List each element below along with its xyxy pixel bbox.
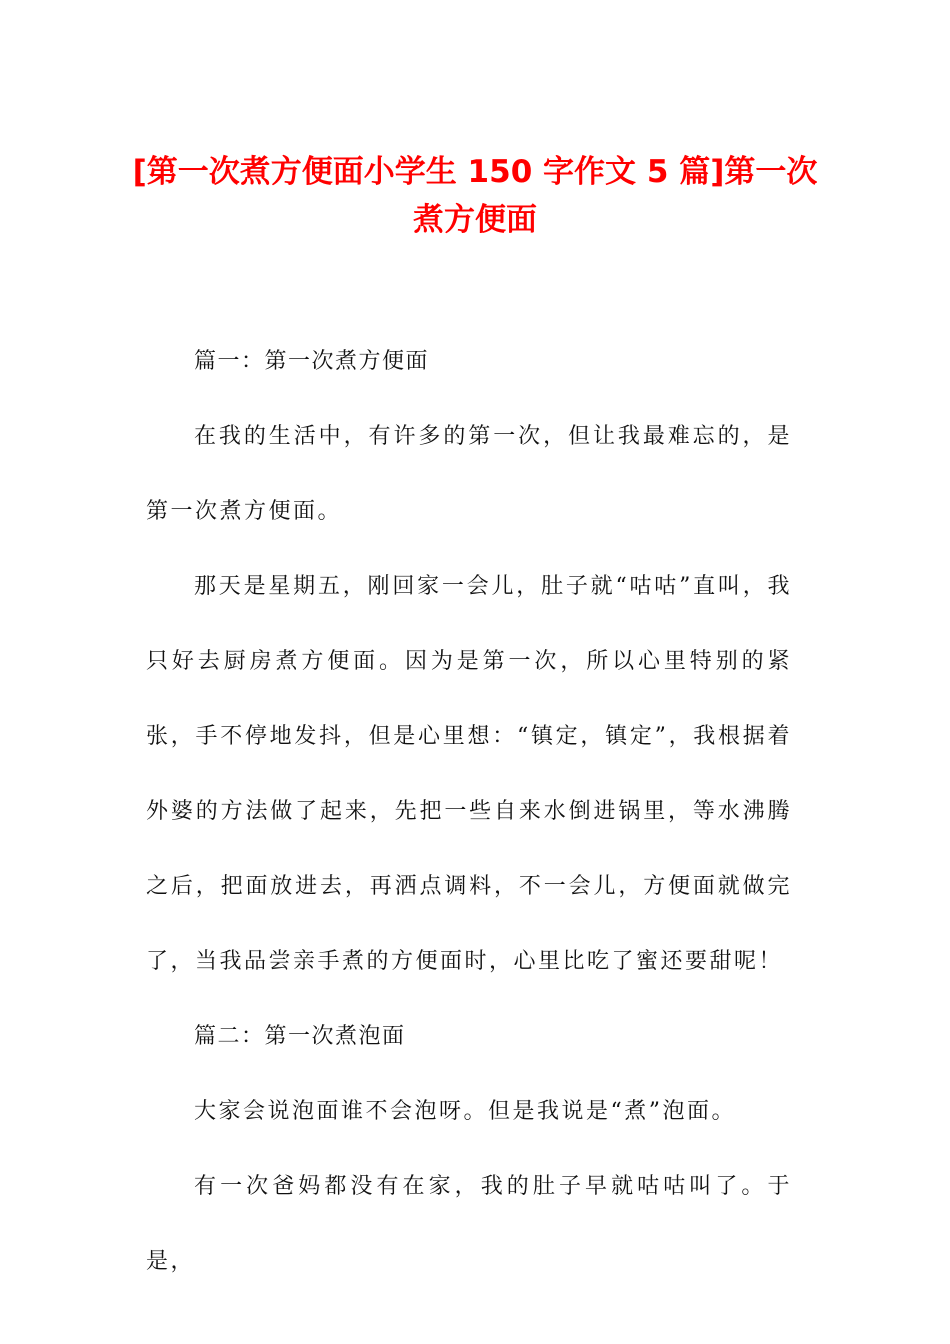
paragraph-3: 大家会说泡面谁不会泡呀。但是我说是“煮”泡面。	[194, 1099, 736, 1124]
section-heading-1: 篇一：第一次煮方便面	[194, 349, 430, 374]
paragraph-1: 在我的生活中，有许多的第一次，但让我最难忘的，是第一次煮方便面。	[146, 424, 792, 524]
document-body	[146, 324, 792, 1299]
section-heading-2: 篇二：第一次煮泡面	[194, 1024, 406, 1049]
paragraph-2: 那天是星期五，刚回家一会儿，肚子就“咕咕”直叫，我只好去厨房煮方便面。因为是第一次，所以心里特别的紧张，手不停地发抖，但是心里想：“镇定，镇定”，我根据着外婆的方法做了起来，先把一些自来水倒进锅里，等水沸腾之后，把面放进去，再洒点调料，不一会儿，方便面就做完了，当我品尝亲手煮的方便面时，心里比吃了蜜还要甜呢！	[146, 574, 792, 974]
paragraph-4: 有一次爸妈都没有在家，我的肚子早就咕咕叫了。于是，	[146, 1174, 792, 1274]
document-title: [第一次煮方便面小学生 150 字作文 5 篇]第一次煮方便面	[132, 154, 818, 238]
